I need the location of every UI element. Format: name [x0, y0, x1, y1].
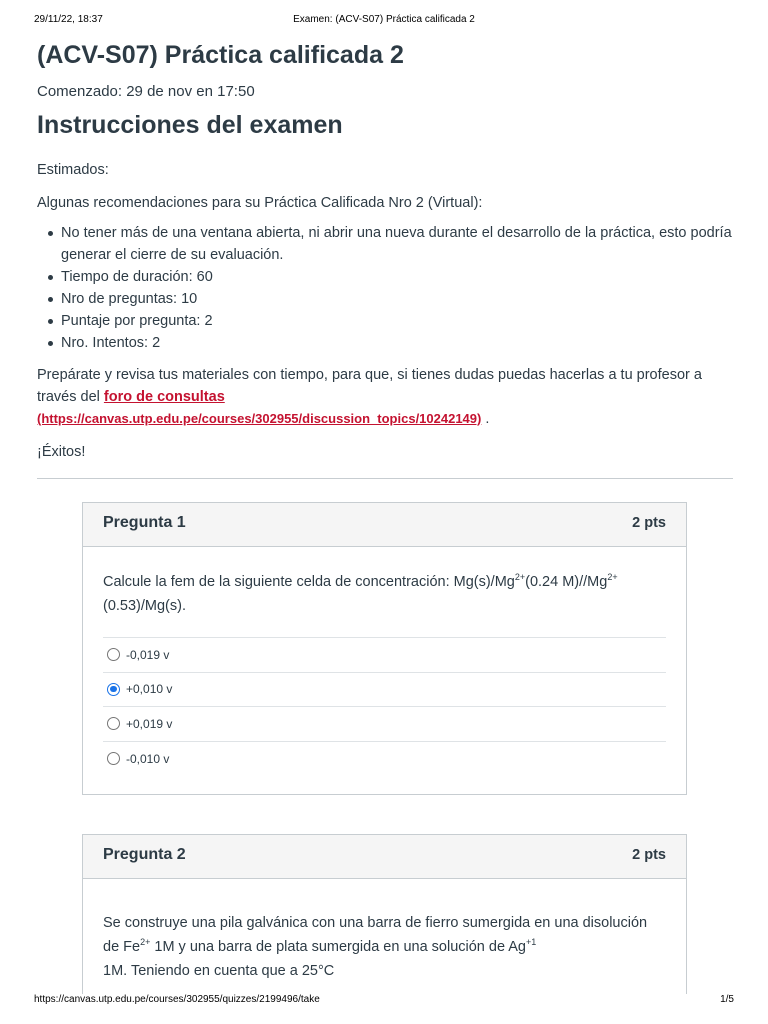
question-header [83, 503, 686, 547]
superscript: 2+ [607, 572, 618, 582]
list-item: Puntaje por pregunta: 2 [61, 310, 733, 332]
question-text [103, 570, 666, 618]
radio-button[interactable] [107, 717, 120, 730]
question-name: Pregunta 1 [103, 514, 186, 531]
question-card-1 [82, 502, 687, 795]
answer-option[interactable] [103, 742, 666, 777]
quiz-started-time: Comenzado: 29 de nov en 17:50 [37, 83, 255, 100]
success-text: ¡Éxitos! [37, 444, 86, 460]
list-item: Tiempo de duración: 60 [61, 266, 733, 288]
answer-list [103, 637, 666, 776]
question-text-part: (0.53)/Mg(s). [103, 598, 186, 614]
answer-label: -0,019 v [126, 647, 170, 662]
question-text-part: 1M. Teniendo en cuenta que a 25°C [103, 963, 335, 979]
list-item: No tener más de una ventana abierta, ni abrir una nueva durante el desarrollo de la práctica, esto podría generar el cierre de su evaluación. [61, 222, 733, 266]
question-card-2 [82, 834, 687, 994]
prep-end: . [485, 411, 490, 427]
quiz-content [37, 40, 733, 479]
radio-button[interactable] [107, 752, 120, 765]
answer-option[interactable] [103, 638, 666, 673]
question-text-part: Se construye una pila galvánica con una barra de fierro sumergida en una disolución de Fe [103, 915, 648, 955]
greeting-text: Estimados: [37, 162, 109, 178]
question-points: 2 pts [632, 847, 666, 863]
print-page-number: 1/5 [720, 994, 734, 1005]
question-body [83, 879, 686, 983]
answer-label: -0,010 v [126, 751, 170, 766]
superscript: 2+ [514, 572, 526, 582]
print-url: https://canvas.utp.edu.pe/courses/302955/quizzes/2199496/take [34, 994, 320, 1005]
question-header [83, 835, 686, 879]
radio-button-selected[interactable] [107, 683, 120, 696]
print-footer [0, 994, 768, 1008]
list-item: Nro de preguntas: 10 [61, 288, 733, 310]
question-text-part: (0.24 M)//Mg [525, 574, 608, 590]
list-item: Nro. Intentos: 2 [61, 332, 733, 354]
prep-text: Prepárate y revisa tus materiales con tiempo, para que, si tienes dudas puedas hacerlas a tu profesor a través del [37, 367, 702, 405]
intro-text: Algunas recomendaciones para su Práctica Calificada Nro 2 (Virtual): [37, 195, 483, 211]
answer-label: +0,019 v [126, 716, 173, 731]
prep-paragraph [37, 364, 733, 430]
question-text-part: Calcule la fem de la siguiente celda de concentración: Mg(s)/Mg [103, 574, 515, 590]
print-doc-title: Examen: (ACV-S07) Práctica calificada 2 [293, 14, 475, 25]
instructions-title: Instrucciones del examen [37, 111, 343, 139]
answer-option[interactable] [103, 673, 666, 708]
forum-link-url[interactable]: (https://canvas.utp.edu.pe/courses/302955/discussion_topics/10242149) [37, 411, 482, 426]
recommendations-list [37, 222, 733, 354]
forum-link[interactable]: foro de consultas [103, 389, 225, 405]
print-header [0, 14, 768, 28]
radio-button[interactable] [107, 648, 120, 661]
divider [37, 478, 733, 479]
superscript: 2+ [140, 937, 151, 947]
quiz-title: (ACV-S07) Práctica calificada 2 [37, 41, 404, 69]
print-datetime: 29/11/22, 18:37 [34, 14, 103, 25]
question-name: Pregunta 2 [103, 846, 186, 863]
answer-label: +0,010 v [126, 682, 173, 697]
question-text-part: 1M y una barra de plata sumergida en una solución de Ag [150, 939, 526, 955]
question-text [103, 911, 666, 983]
superscript: +1 [526, 937, 537, 947]
answer-option[interactable] [103, 707, 666, 742]
question-body [83, 547, 686, 776]
question-points: 2 pts [632, 515, 666, 531]
